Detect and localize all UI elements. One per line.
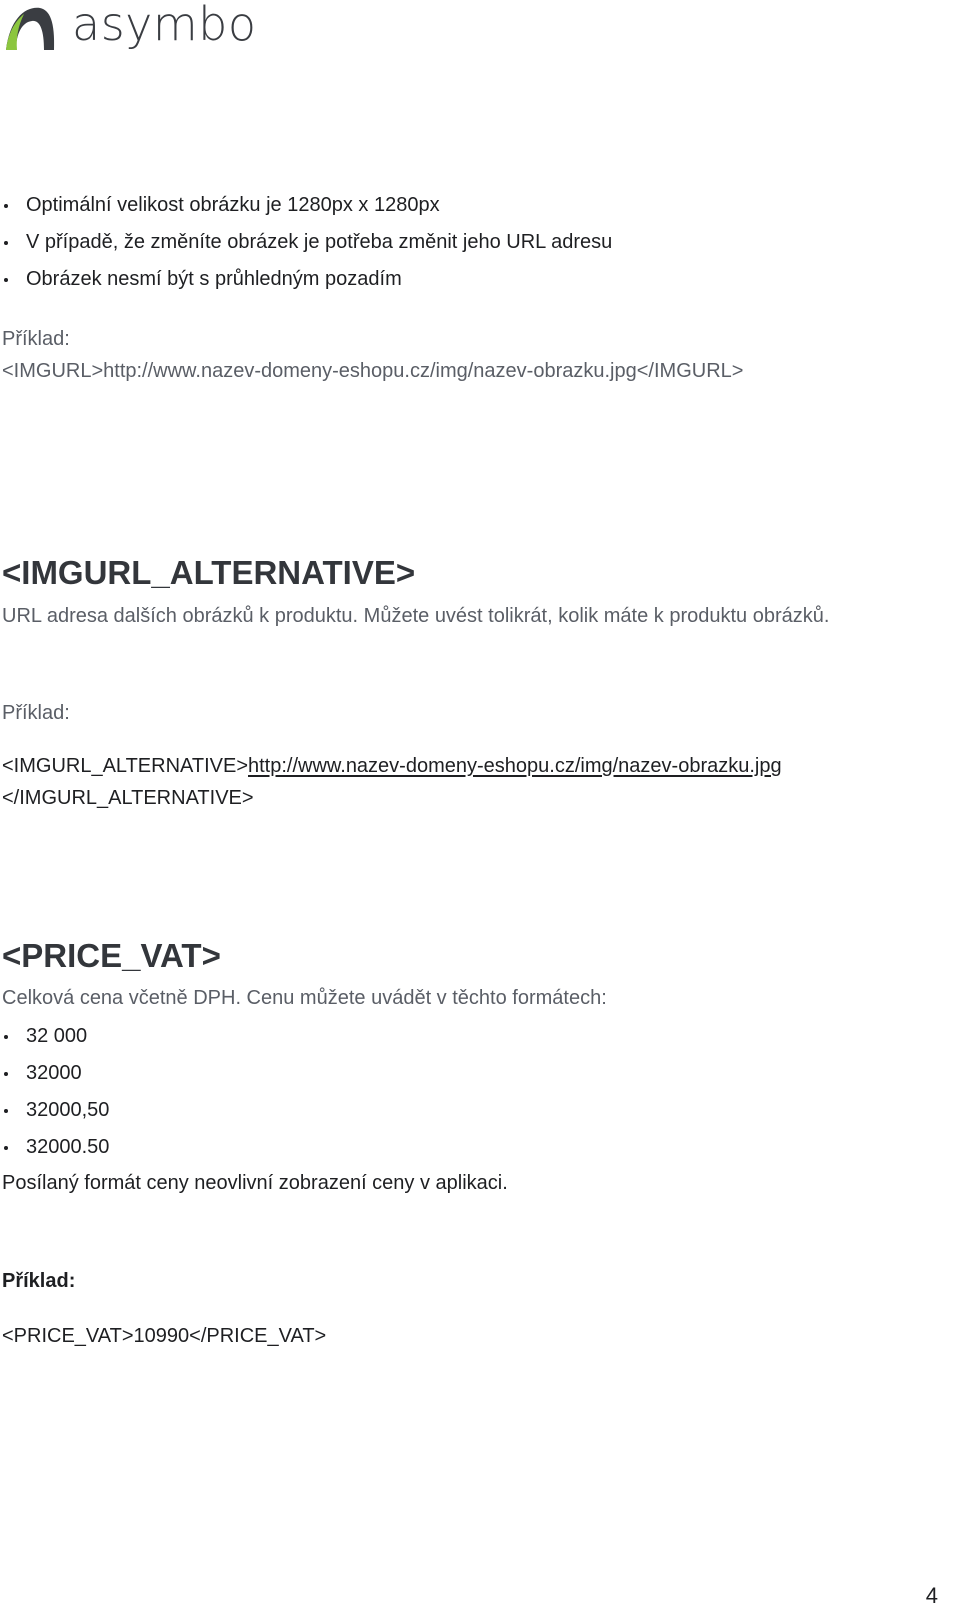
price-formats-list <box>0 1024 109 1159</box>
imgurl-alternative-example-label: Příklad: <box>2 702 70 724</box>
image-tips-list <box>0 193 612 291</box>
price-vat-heading: <PRICE_VAT> <box>2 937 221 974</box>
logo-text: asymbo <box>72 0 257 51</box>
imgurl-alternative-close-tag: </IMGURL_ALTERNATIVE> <box>2 787 254 809</box>
list-item: Optimální velikost obrázku je 1280px x 1280px <box>0 193 612 217</box>
price-vat-example-code: <PRICE_VAT>10990</PRICE_VAT> <box>2 1325 327 1347</box>
imgurl-example-label: Příklad: <box>2 328 70 350</box>
page-number: 4 <box>925 1583 938 1608</box>
price-vat-description: Celková cena včetně DPH. Cenu můžete uvádět v těchto formátech: <box>2 987 607 1009</box>
example-image-link[interactable]: http://www.nazev-domeny-eshopu.cz/img/nazev-obrazku.jpg <box>248 755 782 777</box>
list-item: 32000,50 <box>0 1098 109 1122</box>
imgurl-example-code: <IMGURL>http://www.nazev-domeny-eshopu.cz/img/nazev-obrazku.jpg</IMGURL> <box>2 360 744 382</box>
imgurl-alternative-example-line <box>2 754 782 778</box>
price-vat-note: Posílaný formát ceny neovlivní zobrazení ceny v aplikaci. <box>2 1172 508 1194</box>
price-vat-example-label: Příklad: <box>2 1270 76 1292</box>
imgurl-alternative-open-tag: <IMGURL_ALTERNATIVE> <box>2 755 248 777</box>
list-item: 32000 <box>0 1061 109 1085</box>
logo <box>4 2 257 54</box>
list-item: 32 000 <box>0 1024 109 1048</box>
imgurl-alternative-heading: <IMGURL_ALTERNATIVE> <box>2 554 416 591</box>
list-item: 32000.50 <box>0 1135 109 1159</box>
asymbo-logo-icon <box>4 4 56 52</box>
imgurl-alternative-description: URL adresa dalších obrázků k produktu. Můžete uvést tolikrát, kolik máte k produktu obrázků. <box>2 605 830 627</box>
list-item: V případě, že změníte obrázek je potřeba změnit jeho URL adresu <box>0 230 612 254</box>
list-item: Obrázek nesmí být s průhledným pozadím <box>0 267 612 291</box>
